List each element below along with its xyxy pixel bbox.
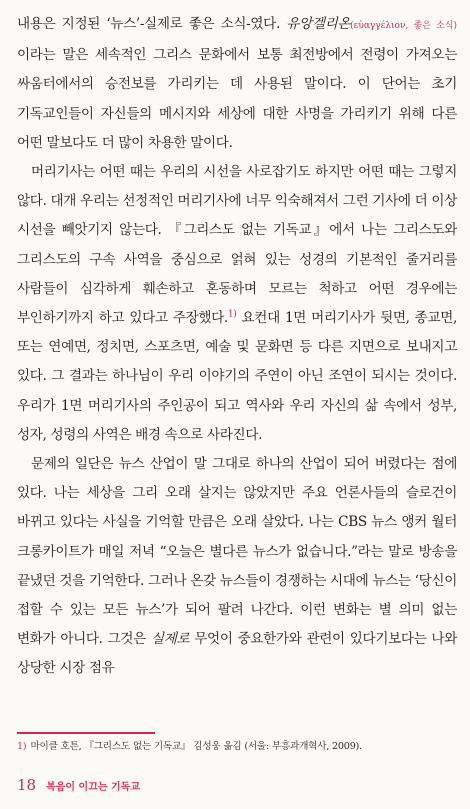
emphasis-really: 실제로 <box>150 631 190 648</box>
paragraph-3 <box>17 450 457 684</box>
paragraph-3-text-a: 문제의 일단은 뉴스 산업이 말 그대로 하나의 산업이 되어 버렸다는 점에 있다. 나는 세상을 그리 오래 살지는 않았지만 주요 언론사들의 슬로건이 바뀌고 있다는 사실을 기억할 만큼은 오래 살았다. 나는 CBS 뉴스 앵커 월터 크롱카이트가 매일 저녁 “오늘은 별다른 뉴스가 없습니다.”라는 말로 방송을 끝냈던 것을 기억한다. 그러나 온갖 뉴스들이 경쟁하는 시대에 뉴스는 ‘당신이 접할 수 있는 모든 뉴스’가 되어 팔려 나간다. 이런 변화는 별 의미 없는 변화가 아니다. 그것은 <box>17 456 457 648</box>
footnote-marker[interactable]: 1) <box>227 309 237 320</box>
paragraph-2 <box>17 158 457 450</box>
paragraph-1-text-d: 이라는 말은 세속적인 그리스 문화에서 보통 최전방에서 전령이 가져오는 싸움터에서의 승전보를 가리키는 데 사용된 말이다. 이 단어는 초기 기독교인들이 자신들의 메시지와 세상에 대한 사명을 가리키기 위해 다른 어떤 말보다도 더 많이 차용한 말이다. <box>17 47 457 151</box>
page-number: 18 <box>17 776 37 794</box>
greek-gloss: (εὐαγγέλιον, 좋은 소식) <box>350 21 457 31</box>
paragraph-3-text-c: 무엇이 중요한가와 관련이 있다기보다는 나와 상당한 시장 점유 <box>17 631 457 677</box>
euangelion-term: 유앙겔리온 <box>286 16 351 32</box>
paragraph-1-text-a: 내용은 지정된 ‘뉴스’-실제로 좋은 소식-였다. <box>17 16 287 32</box>
paragraph-2-text-b: 요컨대 1면 머리기사가 뒷면, 종교면, 또는 연예면, 정치면, 스포츠면, 예술 및 문화면 등 다른 지면으로 보내지고 있다. 그 결과는 하나님이 우리 이야기의 주연이 아닌 조연이 되시는 것이다. 우리가 1면 머리기사의 주인공이 되고 역사와 우리 자신의 삶 속에서 성부, 성자, 성령의 사역은 배경 속으로 사라진다. <box>17 310 457 443</box>
footnote-text: 마이클 호튼, 『그리스도 없는 기독교』 김성웅 옮김 (서울: 부흥과개혁사, 2009). <box>30 741 362 752</box>
footnote-number: 1) <box>17 741 27 752</box>
footnote-divider <box>17 732 155 734</box>
paragraph-1 <box>17 10 457 158</box>
running-book-title: 복음이 이끄는 기독교 <box>46 782 140 793</box>
paragraph-2-text-a: 머리기사는 어떤 때는 우리의 시선을 사로잡기도 하지만 어떤 때는 그렇지 않다. 대개 우리는 선정적인 머리기사에 너무 익숙해져서 그런 기사에 더 이상 시선을 빼앗기지 않는다. 『그리스도 없는 기독교』에서 나는 그리스도와 그리스도의 구속 사역을 중심으로 얽혀 있는 성경의 기본적인 줄거리를 사람들이 심각하게 훼손하고 혼동하며 모르는 척하고 어떤 경우에는 부인하기까지 하고 있다고 주장했다. <box>17 164 457 327</box>
footnote <box>17 740 457 754</box>
page-footer <box>17 776 317 798</box>
page-body <box>17 10 457 684</box>
